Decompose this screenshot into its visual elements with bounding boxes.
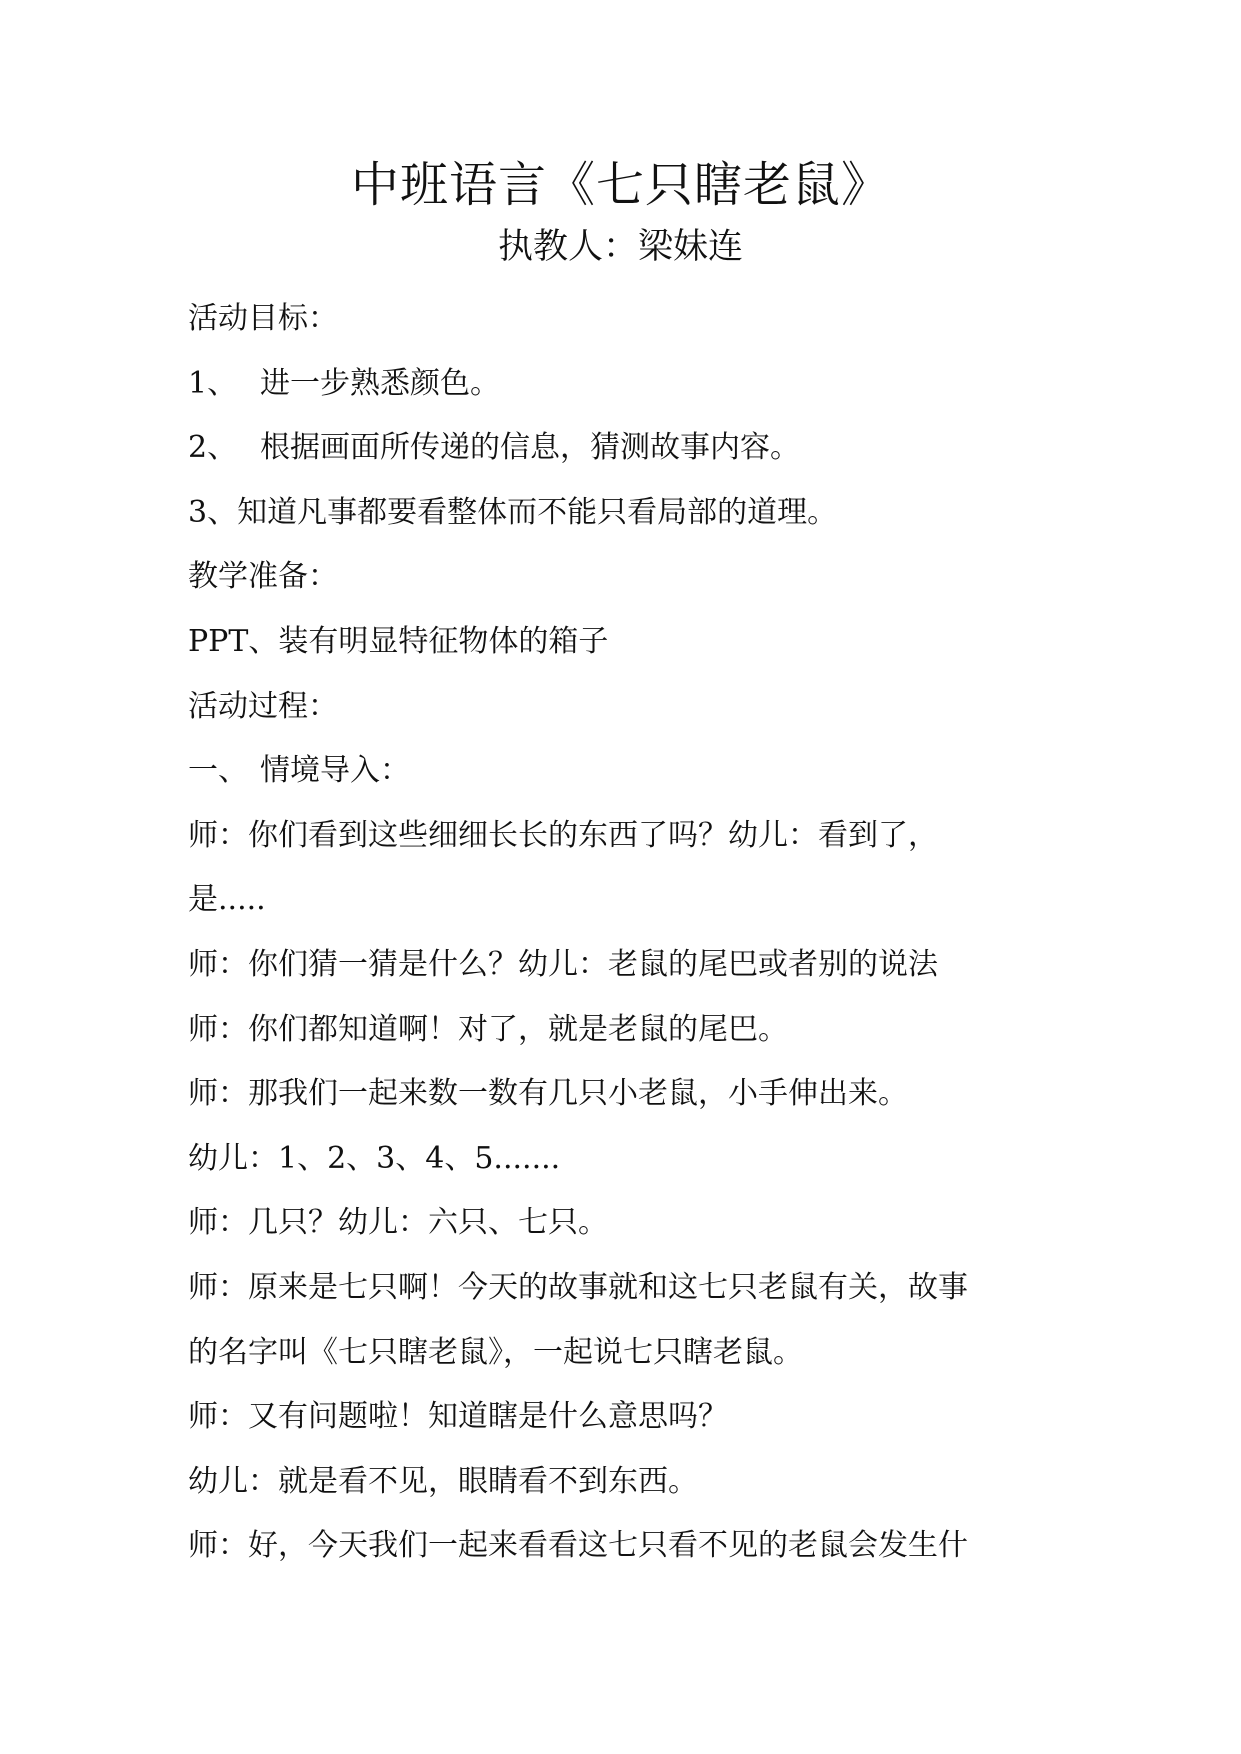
goal-item-3: 3、知道凡事都要看整体而不能只看局部的道理。 — [188, 494, 838, 530]
goal-text-2: 根据画面所传递的信息，猜测故事内容。 — [260, 430, 800, 466]
goal-item-2 — [188, 416, 1068, 481]
paragraph-line: 师：原来是七只啊！今天的故事就和这七只老鼠有关，故事 — [188, 1269, 968, 1305]
paragraph-line: 师：你们看到这些细细长长的东西了吗？幼儿：看到了， — [188, 817, 938, 853]
paragraph-line: 师：你们猜一猜是什么？幼儿：老鼠的尾巴或者别的说法 — [188, 946, 938, 982]
paragraph-line: 师：几只？幼儿：六只、七只。 — [188, 1205, 608, 1241]
goal-number-1: 1、 — [188, 365, 238, 401]
preparation-text: PPT、装有明显特征物体的箱子 — [188, 623, 609, 659]
paragraph-line: 师：那我们一起来数一数有几只小老鼠，小手伸出来。 — [188, 1076, 908, 1112]
paragraph-line: 的名字叫《七只瞎老鼠》，一起说七只瞎老鼠。 — [188, 1334, 803, 1370]
section-heading-goals: 活动目标： — [188, 301, 338, 336]
document-body — [188, 287, 1068, 1579]
goal-item-1 — [188, 352, 1068, 417]
section-heading-process: 活动过程： — [188, 688, 338, 724]
document-subtitle: 执教人：梁妹连 — [497, 227, 743, 267]
paragraph-line: 幼儿：就是看不见，眼睛看不到东西。 — [188, 1463, 698, 1499]
paragraph-line: 师：好，今天我们一起来看看这七只看不见的老鼠会发生什 — [188, 1528, 968, 1564]
paragraph-line: 师：你们都知道啊！对了，就是老鼠的尾巴。 — [188, 1011, 788, 1047]
paragraph-line: 是..... — [188, 882, 266, 918]
goal-number-2: 2、 — [188, 430, 238, 466]
process-step-number: 一、 — [188, 753, 248, 789]
process-step-text: 情境导入： — [260, 753, 410, 789]
document-title: 中班语言《七只瞎老鼠》 — [350, 157, 890, 213]
paragraph-line: 幼儿：1、2、3、4、5....... — [188, 1140, 561, 1176]
section-heading-preparation: 教学准备： — [188, 559, 338, 595]
process-step-1 — [188, 739, 1068, 804]
paragraph-line: 师：又有问题啦！知道瞎是什么意思吗？ — [188, 1399, 728, 1435]
goal-text-1: 进一步熟悉颜色。 — [260, 365, 500, 401]
